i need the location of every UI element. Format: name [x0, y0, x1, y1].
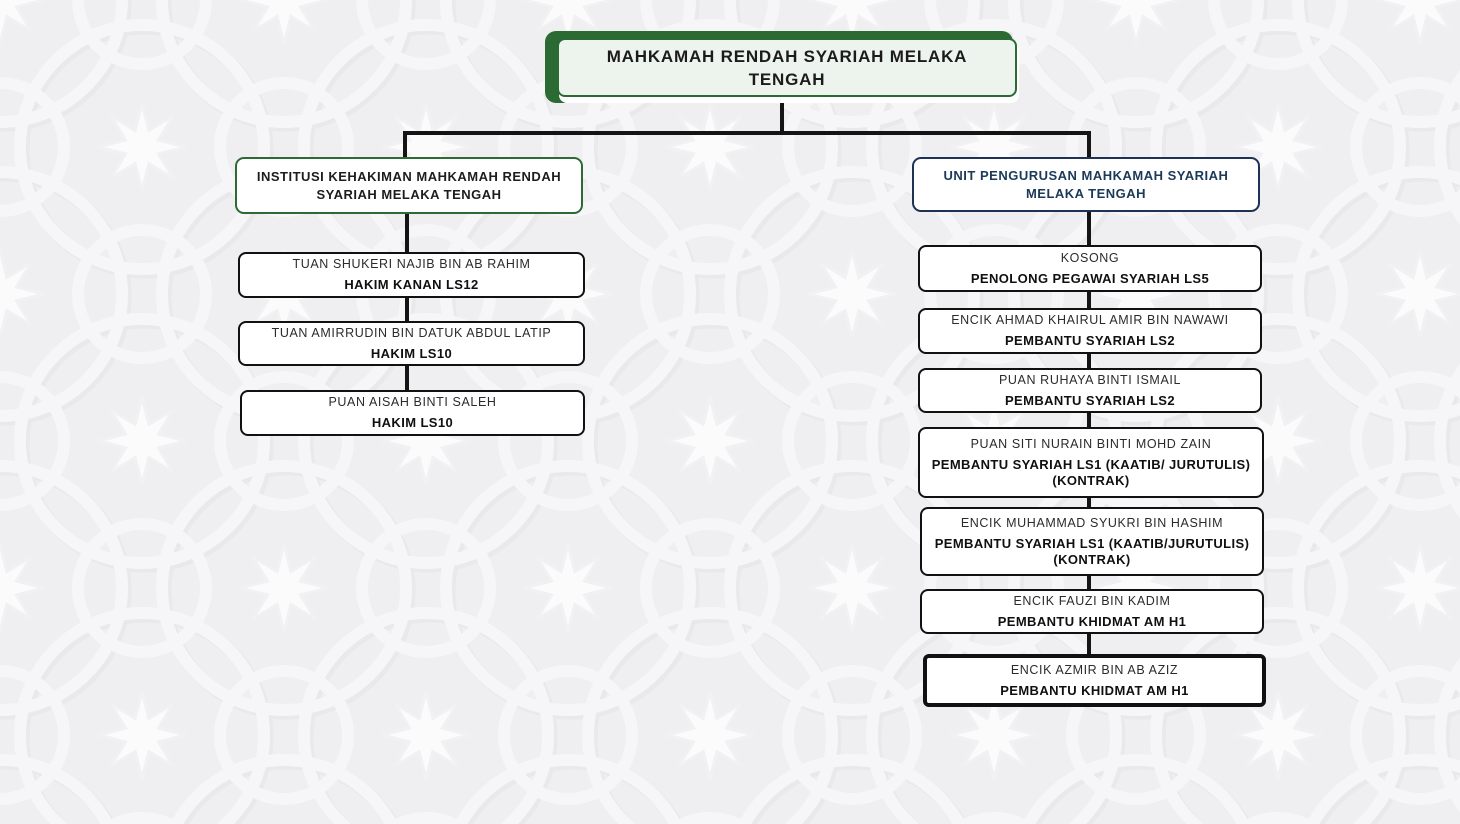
member-role: PEMBANTU KHIDMAT AM H1 — [1000, 682, 1189, 698]
member-box — [920, 589, 1264, 634]
connector-left-spine — [405, 212, 409, 394]
member-role: PEMBANTU SYARIAH LS1 (KAATIB/JURUTULIS)(KONTRAK) — [934, 535, 1250, 567]
member-name: PUAN SITI NURAIN BINTI MOHD ZAIN — [970, 436, 1212, 451]
member-name: TUAN AMIRRUDIN BIN DATUK ABDUL LATIP — [271, 325, 552, 340]
branch-header-kehakiman-label: INSTITUSI KEHAKIMAN MAHKAMAH RENDAH SYARIAH MELAKA TENGAH — [256, 168, 562, 202]
member-box — [240, 390, 585, 436]
branch-header-pengurusan — [912, 157, 1260, 212]
member-box-emphasized — [923, 654, 1266, 707]
member-name: ENCIK AHMAD KHAIRUL AMIR BIN NAWAWI — [951, 313, 1229, 327]
member-name: PUAN RUHAYA BINTI ISMAIL — [998, 372, 1182, 387]
connector-root-drop — [780, 101, 784, 133]
member-name: TUAN SHUKERI NAJIB BIN AB RAHIM — [292, 257, 531, 271]
member-box — [918, 427, 1264, 498]
connector-right-drop — [1087, 131, 1091, 158]
member-box — [918, 245, 1262, 292]
member-role: PEMBANTU SYARIAH LS1 (KAATIB/ JURUTULIS)(KONTRAK) — [931, 456, 1251, 488]
member-box — [238, 321, 585, 366]
connector-left-drop — [403, 131, 407, 159]
member-role: PEMBANTU SYARIAH LS2 — [1004, 392, 1176, 408]
member-box — [238, 252, 585, 298]
member-role: HAKIM KANAN LS12 — [344, 277, 479, 292]
root-node-card — [557, 38, 1017, 97]
member-box — [918, 368, 1262, 413]
member-role: PEMBANTU SYARIAH LS2 — [1004, 333, 1176, 348]
root-title: MAHKAMAH RENDAH SYARIAH MELAKA TENGAH — [606, 46, 968, 89]
member-name: KOSONG — [1060, 250, 1120, 265]
root-node — [545, 31, 1017, 103]
branch-header-pengurusan-label: UNIT PENGURUSAN MAHKAMAH SYARIAH MELAKA TENGAH — [943, 167, 1229, 201]
member-role: PENOLONG PEGAWAI SYARIAH LS5 — [970, 270, 1210, 286]
member-role: HAKIM LS10 — [370, 345, 453, 361]
member-name: ENCIK FAUZI BIN KADIM — [1013, 593, 1171, 608]
member-name: ENCIK AZMIR BIN AB AZIZ — [1010, 662, 1179, 677]
member-role: HAKIM LS10 — [371, 415, 454, 430]
member-role: PEMBANTU KHIDMAT AM H1 — [997, 613, 1187, 629]
branch-header-kehakiman — [235, 157, 583, 214]
member-box — [918, 308, 1262, 354]
connector-main-horizontal — [403, 131, 1091, 135]
member-name: PUAN AISAH BINTI SALEH — [328, 395, 497, 409]
member-box — [920, 507, 1264, 576]
member-name: ENCIK MUHAMMAD SYUKRI BIN HASHIM — [960, 515, 1224, 530]
